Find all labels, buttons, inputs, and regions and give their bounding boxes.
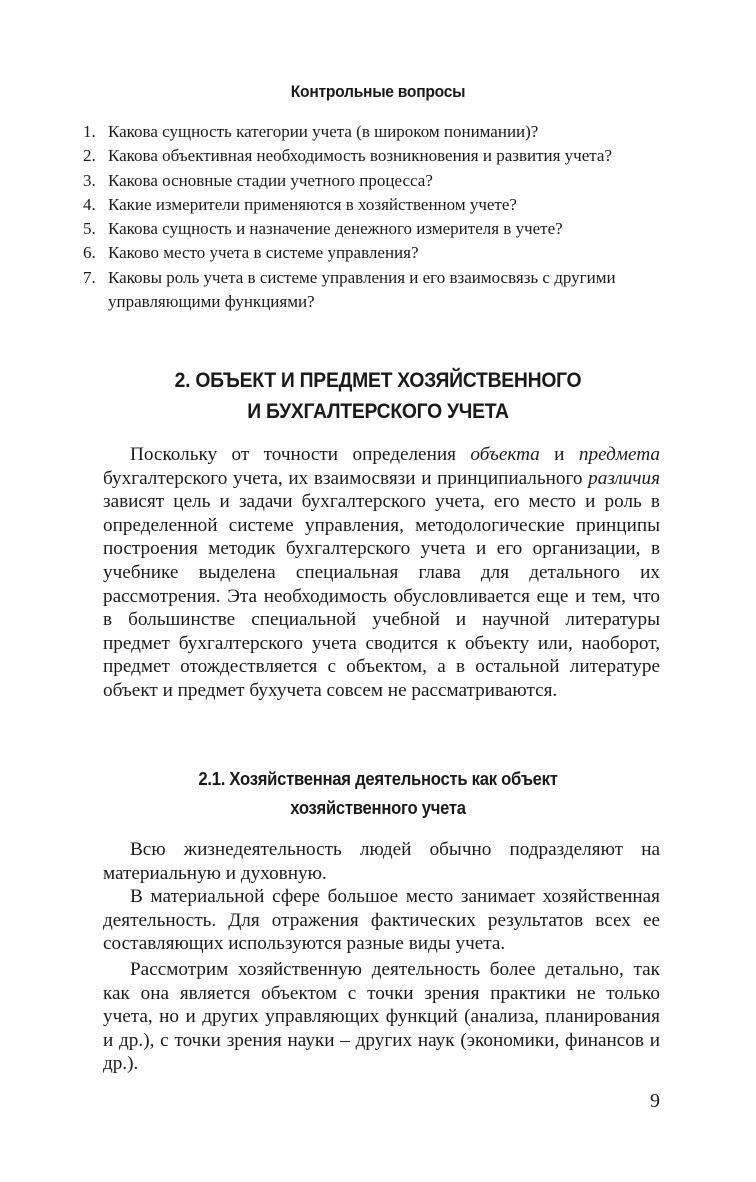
page-number: 9 — [650, 1090, 660, 1112]
control-questions-list — [80, 120, 680, 314]
list-item — [80, 266, 680, 315]
question-text: Какова основные стадии учетного процесса? — [108, 170, 433, 190]
intro-text-1: Поскольку от точности определения — [130, 444, 471, 465]
question-text: Какие измерители применяются в хозяйственном учете? — [108, 194, 517, 214]
question-number: 5. — [83, 219, 96, 239]
question-text: Какова сущность и назначение денежного измерителя в учете? — [108, 219, 563, 239]
question-text: Какова сущность категории учета (в широком понимании)? — [108, 122, 539, 141]
list-item — [80, 169, 680, 193]
question-number: 6. — [83, 243, 96, 263]
intro-text-2: и — [539, 444, 579, 465]
section-title-line-1: 2.1. Хозяйственная деятельность как объект — [198, 768, 558, 789]
question-number: 7. — [83, 267, 96, 287]
section-title — [38, 764, 718, 822]
list-item — [80, 241, 680, 265]
list-item — [80, 144, 680, 168]
question-number: 1. — [83, 122, 96, 141]
list-item — [80, 217, 680, 241]
list-item — [80, 193, 680, 217]
question-number: 2. — [83, 146, 96, 166]
question-text: Каковы роль учета в системе управления и его взаимосвязь с другими управляющими функциями? — [108, 267, 616, 312]
list-item — [80, 120, 680, 144]
question-number: 3. — [83, 170, 96, 190]
question-text: Какова объективная необходимость возникновения и развития учета? — [108, 146, 612, 166]
intro-text-4: зависят цель и задачи бухгалтерского учета, его место и роль в определенной системе управления, методологические принципы построения методик бухгалтерского учета и его организации, в учебнике выделена специальная глава для детального их рассмотрения. Эта необходимость обусловливается еще и тем, что в большинстве специальной учебной и научной литературы предмет бухгалтерского учета сводится к объекту или, наоборот, предмет отождествляется с объектом, а в остальной литературе объект и предмет бухучета совсем не рассматриваются. — [103, 491, 660, 701]
chapter-title — [38, 365, 718, 427]
section-paragraph-3: Рассмотрим хозяйственную деятельность более детально, так как она является объектом с точки зрения практики не только учета, но и других управляющих функций (анализа, планирования и др.), с точки зрения науки – других наук (экономики, финансов и др.). — [103, 959, 660, 1075]
intro-emphasis-object: объекта — [470, 444, 540, 465]
chapter-intro-paragraph — [103, 443, 660, 703]
intro-emphasis-subject: предмета — [578, 444, 660, 465]
intro-emphasis-difference: различия — [588, 467, 660, 489]
section-title-line-2: хозяйственного учета — [290, 797, 466, 818]
question-number: 4. — [83, 194, 96, 214]
intro-text-3: бухгалтерского учета, их взаимосвязи и принципиального — [103, 467, 589, 489]
section-paragraph-2: В материальной сфере большое место занимает хозяйственная деятельность. Для отражения фактических результатов всех ее составляющих используются разные виды учета. — [103, 886, 660, 955]
section-paragraph-1: Всю жизнедеятельность людей обычно подразделяют на материальную и духовную. — [103, 839, 660, 884]
chapter-title-line-1: 2. ОБЪЕКТ И ПРЕДМЕТ ХОЗЯЙСТВЕННОГО — [174, 368, 582, 392]
chapter-title-line-2: И БУХГАЛТЕРСКОГО УЧЕТА — [247, 399, 509, 423]
control-questions-title: Контрольные вопросы — [290, 82, 466, 101]
question-text: Каково место учета в системе управления? — [108, 243, 419, 263]
